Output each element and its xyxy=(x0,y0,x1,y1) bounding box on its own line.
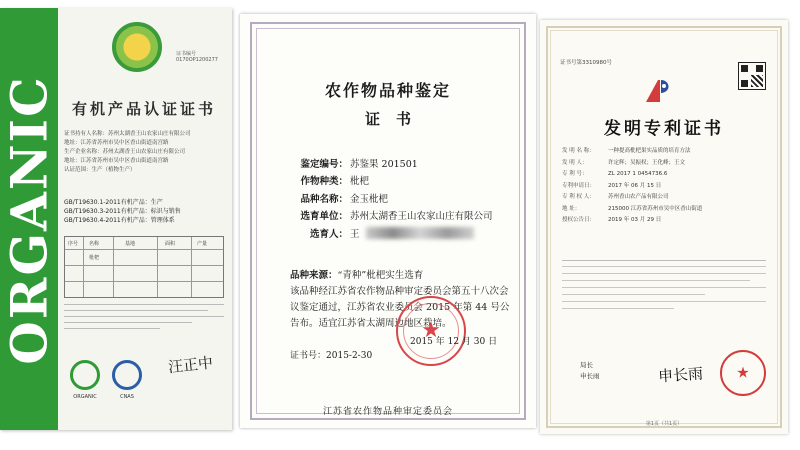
detail-row xyxy=(562,192,774,204)
detail-value: 215000 江苏省苏州市吴中区香山街道 xyxy=(608,205,703,212)
field-label: 品种名称： xyxy=(300,193,348,205)
source-value: “青种”枇杷实生选育 xyxy=(337,270,424,281)
patent-fine-print xyxy=(562,266,766,315)
patent-serial: 证书号第3310980号 xyxy=(560,60,612,66)
table-cell: 名称 xyxy=(89,241,100,247)
detail-value: 苏州香山农产品有限公司 xyxy=(608,194,669,200)
detail-value: 2019 年 03 月 29 日 xyxy=(608,217,662,223)
detail-label: 授权公告日： xyxy=(562,217,596,223)
holder-line: 地址：江苏省苏州市吴中区香山街道南宫路 xyxy=(64,158,169,164)
cert-number-label: 证书号： xyxy=(290,351,327,361)
cert-number-value: 2015-2-30 xyxy=(326,351,373,361)
patent-details xyxy=(562,146,774,227)
variety-fields xyxy=(290,154,526,242)
detail-row xyxy=(562,204,774,216)
director-signature: 申长雨 xyxy=(657,364,704,386)
field-value: 枇杷 xyxy=(350,176,370,188)
standard-line: GB/T19630.4-2011有机产品：管理体系 xyxy=(64,217,175,224)
china-organic-seal-icon xyxy=(112,22,162,72)
detail-row xyxy=(562,181,774,193)
variety-cert-title: 农作物品种鉴定 xyxy=(324,81,451,100)
detail-row xyxy=(562,215,774,227)
source-label: 品种来源： xyxy=(290,270,338,281)
organic-side-band xyxy=(0,8,58,430)
field-row xyxy=(290,224,526,242)
breeder-name: 王 xyxy=(350,228,360,240)
table-cell: 基地 xyxy=(125,241,136,247)
patent-office-seal-icon xyxy=(720,350,766,396)
detail-label: 专 利 号： xyxy=(562,171,588,177)
field-row xyxy=(290,154,526,172)
table-cell: 产量 xyxy=(197,241,208,247)
field-row xyxy=(290,207,526,225)
detail-row xyxy=(562,146,774,158)
cnas-logo-caption: CNAS xyxy=(120,394,134,400)
organic-side-label: ORGANIC xyxy=(0,75,59,365)
detail-label: 专 利 权 人： xyxy=(562,194,595,200)
detail-value: 2017 年 06 月 15 日 xyxy=(608,182,662,189)
variety-cert-subtitle: 证书 xyxy=(364,110,427,128)
detail-value: ZL 2017 1 0454736.6 xyxy=(608,171,668,177)
organic-product-table xyxy=(64,236,224,298)
patent-emblem-icon xyxy=(644,76,674,104)
table-cell: 枇杷 xyxy=(89,255,100,261)
field-value: 苏州太湖香王山农家山庄有限公司 xyxy=(350,211,493,223)
table-cell: 面积 xyxy=(165,241,176,247)
standard-line: GB/T19630.3-2011有机产品：标识与销售 xyxy=(64,208,181,215)
organic-cert-title: 有机产品认证证书 xyxy=(71,100,216,118)
qr-code-icon xyxy=(738,62,766,90)
detail-value: 一种提高枇杷果实品质的培育方法 xyxy=(608,148,691,154)
patent-page-footer: 第1页（共1页） xyxy=(645,421,683,427)
field-label: 选育单位： xyxy=(300,211,348,223)
patent-certificate xyxy=(540,20,788,434)
detail-row xyxy=(562,169,774,181)
organic-serial: 证书编号 0170OP1200277 xyxy=(176,51,218,63)
detail-label: 发 明 人： xyxy=(562,159,588,166)
detail-label: 发 明 名 称： xyxy=(562,148,595,154)
variety-certificate xyxy=(240,14,536,428)
holder-line: 生产企业名称：苏州太湖香王山农家山庄有限公司 xyxy=(64,149,186,155)
variety-cert-number xyxy=(290,348,372,361)
field-label: 选育人： xyxy=(309,228,348,240)
field-row xyxy=(290,189,526,207)
organic-logo-caption: ORGANIC xyxy=(73,394,97,400)
field-value: 苏鉴果 201501 xyxy=(350,158,418,170)
director-label xyxy=(580,360,600,382)
approval-text: 该品种经江苏省农作物品种审定委员会第五十八次会议鉴定通过，江苏省农业委员会 2015 年第 44 号公告布。适宜江苏省太湖周边地区栽培。 xyxy=(290,286,510,329)
field-value: 金玉枇杷 xyxy=(350,193,389,205)
variety-issue-date: 2015 年 12 月 30 日 xyxy=(410,337,498,347)
field-label: 鉴定编号： xyxy=(300,158,348,170)
organic-fine-print xyxy=(64,304,224,334)
holder-line: 认证范围：生产（植物生产） xyxy=(64,167,136,173)
organic-holder-info xyxy=(64,130,224,175)
holder-line: 证书持有人名称：苏州太湖香王山农家山庄有限公司 xyxy=(64,131,191,137)
detail-row xyxy=(562,158,774,170)
patent-divider xyxy=(562,260,766,261)
organic-certificate xyxy=(0,8,232,430)
patent-cert-title: 发明专利证书 xyxy=(604,119,724,139)
detail-label: 专利申请日： xyxy=(562,182,596,189)
organic-standards xyxy=(64,198,224,225)
holder-line: 地址：江苏省苏州市吴中区香山街道南宫路 xyxy=(64,140,169,146)
field-row xyxy=(290,172,526,190)
table-cell: 序号 xyxy=(68,241,79,247)
detail-value: 许定辉；吴振权；王化峰；王文 xyxy=(608,159,686,166)
red-official-seal-icon xyxy=(396,296,466,366)
standard-line: GB/T19630.1-2011有机产品：生产 xyxy=(64,199,163,206)
detail-label: 地 址： xyxy=(562,205,581,212)
organic-logo-icon xyxy=(70,360,100,390)
variety-issuer: 江苏省农作物品种审定委员会 xyxy=(322,407,453,417)
director-name: 申长雨 xyxy=(580,372,600,380)
field-label: 作物种类： xyxy=(300,176,348,188)
redacted-names xyxy=(366,227,474,239)
organic-signature: 汪正中 xyxy=(167,353,214,377)
cnas-logo-icon xyxy=(112,360,142,390)
director-title: 局长 xyxy=(580,361,593,369)
